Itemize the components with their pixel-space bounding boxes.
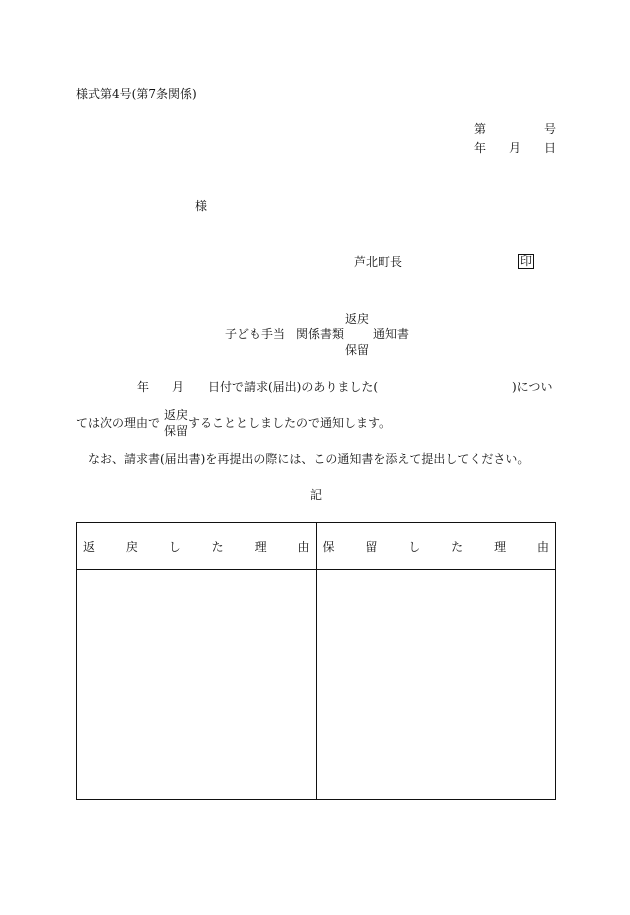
seal-mark: 印	[520, 254, 533, 268]
body-month-label: 月	[172, 380, 185, 394]
addressee-honorific: 様	[195, 199, 208, 213]
body-line1-text: 日付で請求(届出)のありました(	[208, 380, 379, 394]
hold-reason-char: 由	[536, 539, 549, 554]
form-number: 様式第4号(第7条関係)	[76, 87, 197, 101]
hold-reason-char: た	[451, 539, 464, 554]
body-line1-end: )につい	[512, 380, 553, 394]
return-reason-char: 戻	[125, 539, 138, 554]
date-year-label: 年	[474, 141, 487, 155]
body-line2-start: ては次の理由で	[76, 416, 161, 430]
hold-reason-header	[316, 523, 556, 570]
issuer-name: 芦北町長	[354, 255, 403, 269]
hold-reason-char: 理	[494, 539, 507, 554]
hold-reason-char: 留	[365, 539, 378, 554]
return-reason-header	[77, 523, 317, 570]
return-reason-char: 返	[83, 539, 96, 554]
reasons-table	[76, 522, 556, 800]
doc-number-prefix: 第	[474, 122, 487, 136]
return-reason-char: た	[211, 539, 224, 554]
title-suffix: 通知書	[373, 327, 410, 341]
return-reason-char: し	[168, 539, 181, 554]
return-reason-cell[interactable]	[77, 570, 317, 800]
resubmission-note: なお、請求書(届出書)を再提出の際には、この通知書を添えて提出してください。	[88, 452, 530, 466]
return-reason-char: 由	[297, 539, 310, 554]
body-year-label: 年	[137, 380, 150, 394]
date-day-label: 日	[544, 141, 557, 155]
date-month-label: 月	[509, 141, 522, 155]
body-option-return: 返戻	[164, 408, 189, 422]
title-docs: 関係書類	[296, 327, 345, 341]
doc-number-suffix: 号	[544, 122, 557, 136]
return-reason-char: 理	[254, 539, 267, 554]
title-option-hold: 保留	[345, 343, 370, 357]
body-line2-end: することとしましたので通知します。	[188, 416, 392, 430]
ki-label: 記	[310, 488, 323, 502]
hold-reason-char: し	[408, 539, 421, 554]
title-subject: 子ども手当	[225, 327, 286, 341]
body-option-hold: 保留	[164, 424, 189, 438]
title-option-return: 返戻	[345, 312, 370, 326]
hold-reason-char: 保	[322, 539, 335, 554]
hold-reason-cell[interactable]	[316, 570, 556, 800]
